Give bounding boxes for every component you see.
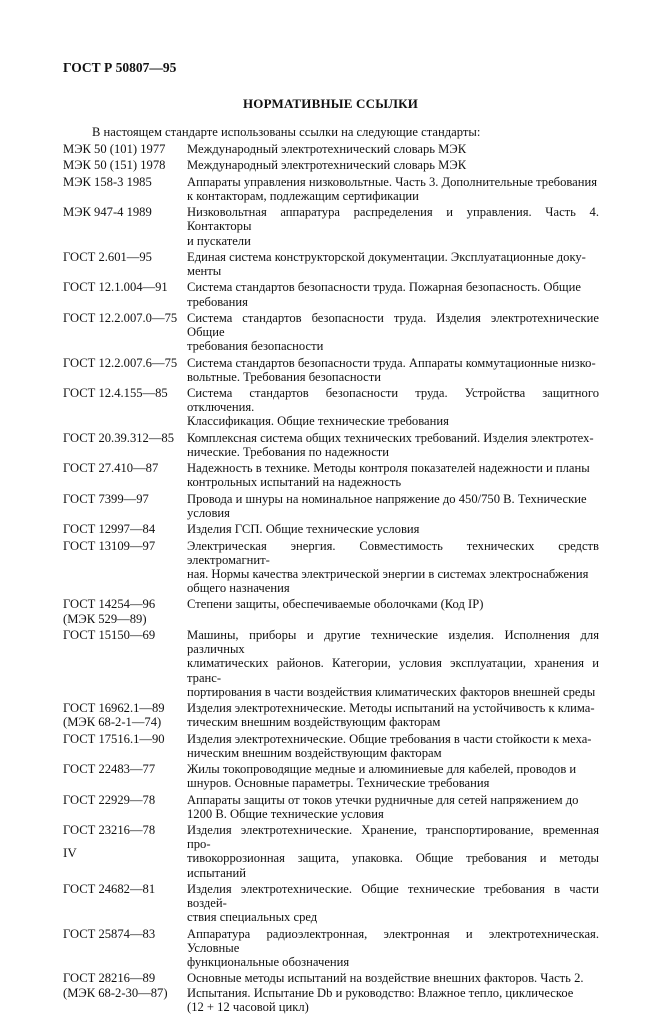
reference-description-line: Изделия электротехнические. Общие требования в части стойкости к меха- [187, 731, 592, 746]
reference-description-line: требования безопасности [187, 339, 324, 354]
reference-code-line: ГОСТ 23216—78 [63, 823, 156, 838]
reference-row [63, 597, 599, 625]
reference-description-line: условия [187, 505, 230, 520]
reference-description-line: к контакторам, подлежащим сертификации [187, 188, 419, 203]
reference-description-line: и пускатели [187, 233, 251, 248]
reference-description-line: ствия специальных сред [187, 910, 318, 925]
reference-description-line: Система стандартов безопасности труда. Пожарная безопасность. Общие [187, 280, 581, 295]
reference-code [63, 793, 187, 821]
reference-code [63, 280, 187, 308]
reference-description-line: функциональные обозначения [187, 955, 350, 970]
reference-description-line: нические. Требования по надежности [187, 444, 390, 459]
intro-text: В настоящем стандарте использованы ссылки на следующие стандарты: [92, 125, 481, 139]
reference-code-line: ГОСТ 28216—89 [63, 971, 156, 986]
reference-description-line: Комплексная система общих технических требований. Изделия электротех- [187, 430, 594, 445]
reference-code [63, 762, 187, 790]
reference-code-line: ГОСТ 12997—84 [63, 522, 156, 537]
reference-description [187, 971, 599, 1014]
reference-description-line: Аппаратура радиоэлектронная, электронная и электротехническая. Условные [187, 926, 599, 955]
section-title: НОРМАТИВНЫЕ ССЫЛКИ [242, 96, 419, 111]
reference-row [63, 356, 599, 384]
reference-description-line: Аппараты защиты от токов утечки рудничные для сетей напряжением до [187, 792, 579, 807]
reference-description [187, 356, 599, 384]
reference-description-line: Надежность в технике. Методы контроля показателей надежности и планы [187, 461, 590, 476]
reference-code [63, 701, 187, 729]
reference-code-line: ГОСТ 22929—78 [63, 792, 156, 807]
reference-description [187, 431, 599, 459]
reference-code [63, 492, 187, 520]
reference-description [187, 597, 599, 625]
reference-row [63, 522, 599, 536]
reference-description [187, 250, 599, 278]
reference-description-line: Система стандартов безопасности труда. Аппараты коммутационные низко- [187, 355, 596, 370]
reference-description [187, 280, 599, 308]
reference-description [187, 882, 599, 925]
reference-code-line: ГОСТ 2.601—95 [63, 249, 152, 264]
reference-code [63, 539, 187, 596]
reference-description [187, 793, 599, 821]
reference-row [63, 175, 599, 203]
reference-row [63, 386, 599, 429]
reference-description [187, 539, 599, 596]
reference-description-line: шнуров. Основные параметры. Технические требования [187, 776, 490, 791]
reference-description-line: Классификация. Общие технические требования [187, 414, 449, 429]
reference-description-line: Единая система конструкторской документации. Эксплуатационные доку- [187, 249, 586, 264]
reference-code-line: ГОСТ 25874—83 [63, 926, 156, 941]
reference-row [63, 732, 599, 760]
reference-description-line: Степени защиты, обеспечиваемые оболочками (Код IP) [187, 597, 484, 612]
reference-row [63, 762, 599, 790]
reference-row [63, 539, 599, 596]
reference-code [63, 628, 187, 699]
reference-description-line: тическим внешним воздействующим факторам [187, 715, 441, 730]
reference-description-line: Жилы токопроводящие медные и алюминиевые для кабелей, проводов и [187, 762, 577, 777]
reference-description [187, 927, 599, 970]
reference-row [63, 628, 599, 699]
reference-description-line: вольтные. Требования безопасности [187, 369, 382, 384]
reference-code-line: ГОСТ 12.1.004—91 [63, 280, 168, 295]
reference-code-line: МЭК 50 (151) 1978 [63, 158, 166, 173]
reference-description-line: Электрическая энергия. Совместимость технических средств электромагнит- [187, 538, 599, 567]
reference-row [63, 882, 599, 925]
reference-code-line: ГОСТ 17516.1—90 [63, 731, 165, 746]
reference-code [63, 250, 187, 278]
document-header: ГОСТ Р 50807—95 [63, 60, 177, 75]
reference-row [63, 793, 599, 821]
reference-code-line: ГОСТ 24682—81 [63, 881, 156, 896]
reference-description [187, 732, 599, 760]
reference-row [63, 927, 599, 970]
reference-code-line: (МЭК 529—89) [63, 611, 147, 626]
reference-code-line: ГОСТ 22483—77 [63, 762, 156, 777]
reference-row [63, 158, 599, 172]
reference-code-line: ГОСТ 12.4.155—85 [63, 386, 168, 400]
reference-code [63, 461, 187, 489]
reference-description [187, 762, 599, 790]
reference-code [63, 597, 187, 625]
reference-code [63, 431, 187, 459]
reference-description-line: Система стандартов безопасности труда. Устройства защитного отключения. [187, 386, 599, 415]
reference-code-line: ГОСТ 27.410—87 [63, 461, 159, 476]
reference-row [63, 461, 599, 489]
reference-code-line: ГОСТ 12.2.007.6—75 [63, 355, 178, 370]
reference-description-line: портирования в части воздействия климатических факторов внешней среды [187, 684, 596, 699]
reference-code-line: МЭК 947-4 1989 [63, 205, 152, 220]
reference-description-line: 1200 В. Общие технические условия [187, 806, 384, 821]
reference-row [63, 492, 599, 520]
reference-code [63, 386, 187, 429]
reference-code-line: (МЭК 68-2-30—87) [63, 985, 168, 1000]
reference-description [187, 205, 599, 248]
reference-row [63, 431, 599, 459]
reference-code [63, 158, 187, 172]
reference-description [187, 823, 599, 880]
reference-description-line: Система стандартов безопасности труда. Изделия электротехнические Общие [187, 310, 599, 339]
reference-description-line: общего назначения [187, 581, 290, 596]
references-list [63, 142, 599, 1016]
reference-code [63, 823, 187, 880]
reference-code [63, 882, 187, 925]
reference-description-line: (12 + 12 часовой цикл) [187, 999, 309, 1014]
reference-description-line: ная. Нормы качества электрической энергии в системах электроснабжения [187, 566, 589, 581]
reference-code [63, 971, 187, 1014]
reference-description-line: Низковольтная аппаратура распределения и управления. Часть 4. Контакторы [187, 205, 599, 234]
reference-code-line: МЭК 50 (101) 1977 [63, 142, 166, 156]
reference-code [63, 205, 187, 248]
reference-description-line: Изделия ГСП. Общие технические условия [187, 522, 420, 537]
reference-description-line: требования [187, 294, 248, 309]
reference-row [63, 311, 599, 354]
reference-code-line: МЭК 158-3 1985 [63, 174, 152, 189]
reference-code-line: ГОСТ 14254—96 [63, 597, 156, 612]
reference-row [63, 823, 599, 880]
reference-description [187, 522, 599, 536]
reference-description-line: Изделия электротехнические. Общие технические требования в части воздей- [187, 881, 599, 911]
reference-code-line: (МЭК 68-2-1—74) [63, 715, 162, 730]
reference-description-line: Машины, приборы и другие технические изделия. Исполнения для различных [187, 627, 599, 657]
reference-row [63, 205, 599, 248]
reference-row [63, 280, 599, 308]
reference-code [63, 311, 187, 354]
reference-description-line: климатических районов. Категории, условия эксплуатации, хранения и транс- [187, 656, 599, 685]
reference-description-line: менты [187, 264, 222, 278]
reference-description-line: контрольных испытаний на надежность [187, 475, 402, 490]
reference-row [63, 250, 599, 278]
reference-description-line: Изделия электротехнические. Хранение, транспортирование, временная про- [187, 823, 599, 852]
reference-description-line: ническим внешним воздействующим факторам [187, 745, 442, 760]
reference-description [187, 158, 599, 172]
reference-description [187, 311, 599, 354]
reference-code [63, 927, 187, 970]
reference-code-line: ГОСТ 15150—69 [63, 627, 156, 642]
reference-code [63, 142, 187, 156]
reference-code-line: ГОСТ 7399—97 [63, 491, 149, 506]
reference-description [187, 492, 599, 520]
reference-code [63, 175, 187, 203]
reference-description [187, 142, 599, 156]
reference-row [63, 701, 599, 729]
reference-code [63, 356, 187, 384]
reference-description [187, 701, 599, 729]
reference-description [187, 461, 599, 489]
reference-description [187, 386, 599, 429]
reference-description-line: Провода и шнуры на номинальное напряжение до 450/750 В. Технические [187, 491, 587, 506]
reference-code-line: ГОСТ 16962.1—89 [63, 701, 165, 716]
reference-description-line: Международный электротехнический словарь МЭК [187, 158, 467, 173]
reference-description [187, 628, 599, 699]
reference-code [63, 522, 187, 536]
reference-code-line: ГОСТ 12.2.007.0—75 [63, 310, 178, 325]
reference-row [63, 142, 599, 156]
reference-code [63, 732, 187, 760]
page-number: IV [63, 845, 77, 860]
reference-row [63, 971, 599, 1014]
reference-code-line: ГОСТ 20.39.312—85 [63, 430, 175, 445]
reference-description-line: Аппараты управления низковольтные. Часть 3. Дополнительные требования [187, 174, 598, 189]
reference-description [187, 175, 599, 203]
reference-description-line: Международный электротехнический словарь МЭК [187, 142, 467, 156]
reference-description-line: тивокоррозионная защита, упаковка. Общие требования и методы испытаний [187, 851, 599, 880]
reference-description-line: Изделия электротехнические. Методы испытаний на устойчивость к клима- [187, 701, 595, 716]
reference-description-line: Основные методы испытаний на воздействие внешних факторов. Часть 2. [187, 971, 584, 986]
reference-description-line: Испытания. Испытание Db и руководство: Влажное тепло, циклическое [187, 985, 574, 1000]
reference-code-line: ГОСТ 13109—97 [63, 538, 156, 553]
